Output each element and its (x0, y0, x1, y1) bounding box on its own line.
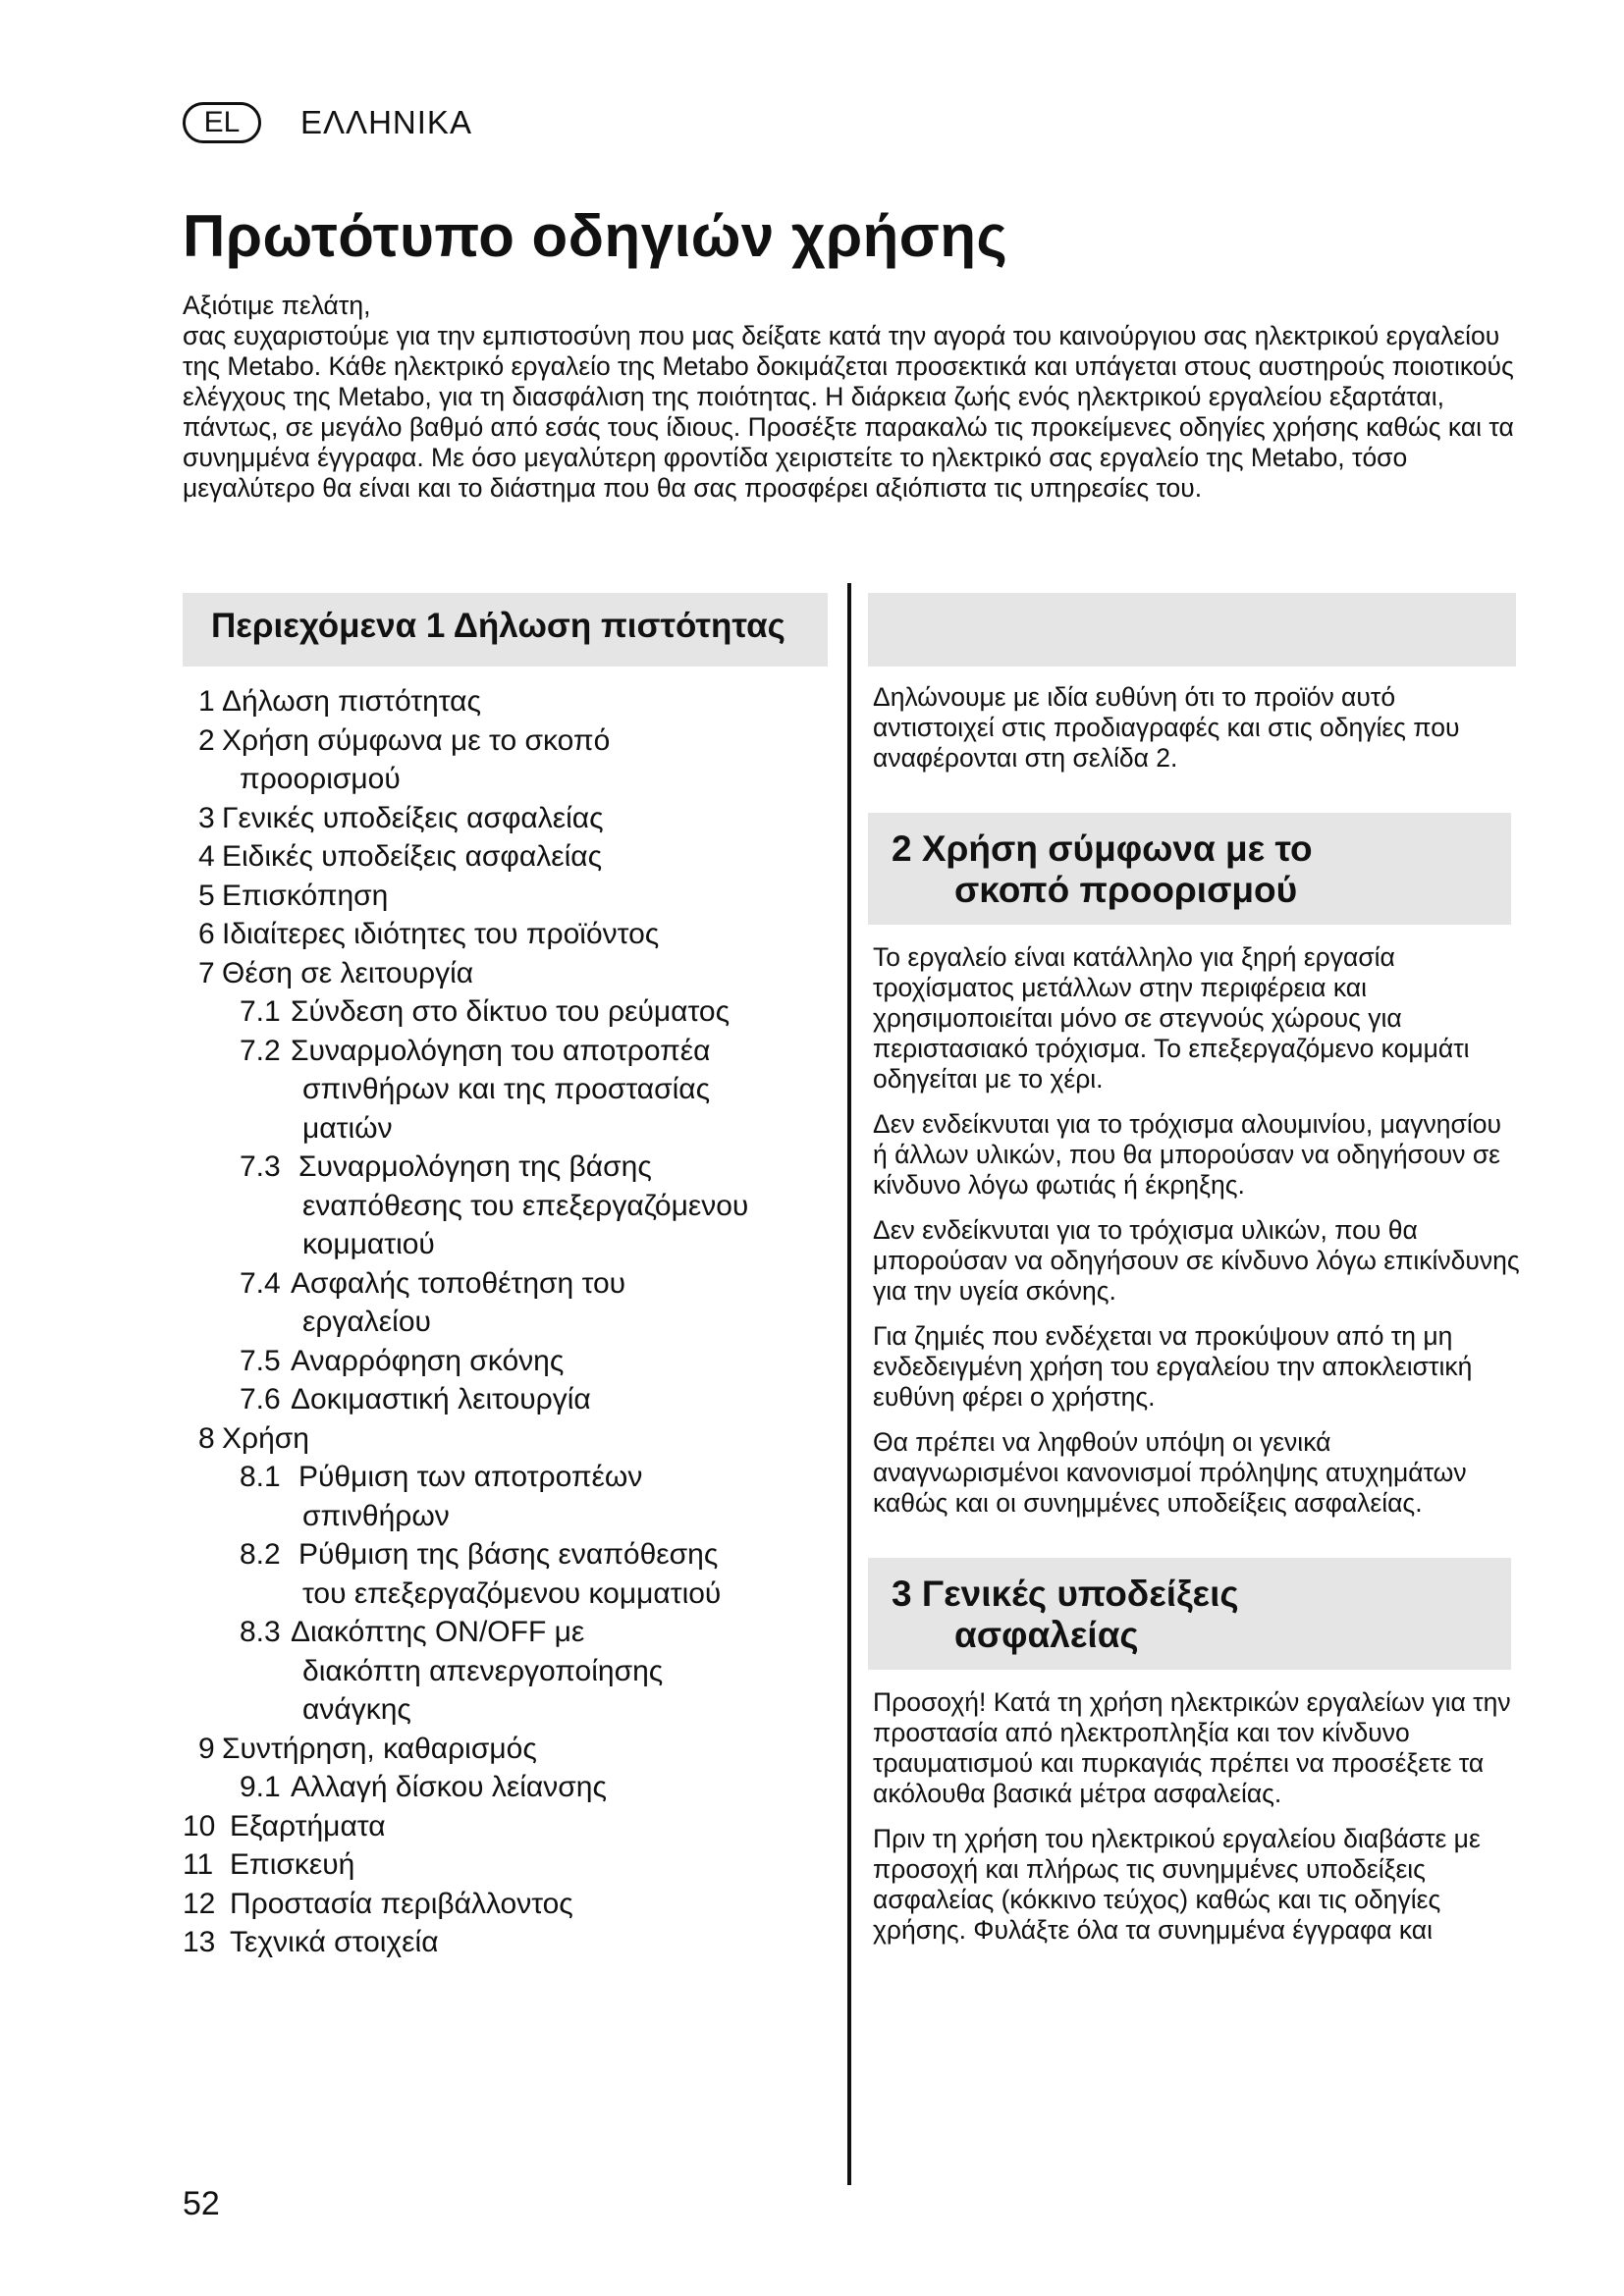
toc-item[interactable]: 7 Θέση σε λειτουργία (198, 956, 474, 989)
table-of-contents (183, 682, 831, 1962)
page-number: 52 (183, 2185, 220, 2222)
section3-paragraph: Πριν τη χρήση του ηλεκτρικού εργαλείου διαβάστε με προσοχή και πλήρως τις συνημμένες υποδείξεις ασφαλείας (κόκκινο τεύχος) καθώς και τις οδηγίες χρήσης. Φυλάξτε όλα τα συνημμένα έγγραφα και (873, 1824, 1481, 1945)
toc-item[interactable]: 7.1 Σύνδεση στο δίκτυο του ρεύματος (240, 995, 731, 1028)
section2-heading: 2 Χρήση σύμφωνα με το σκοπό προορισμού (868, 813, 1511, 925)
section2-paragraph: Θα πρέπει να ληφθούν υπόψη οι γενικά αναγνωρισμένοι κανονισμοί πρόληψης ατυχημάτων καθώς και οι συνημμένες υποδείξεις ασφαλείας. (873, 1427, 1467, 1518)
toc-item[interactable]: 7.5 Αναρρόφηση σκόνης (240, 1344, 565, 1377)
section1-heading-bar (868, 593, 1516, 667)
toc-item[interactable]: 7.3 Συναρμολόγηση της βάσης εναπόθεσης του επεξεργαζόμενου κομματιού (240, 1150, 749, 1260)
section3-paragraph: Προσοχή! Κατά τη χρήση ηλεκτρικών εργαλείων για την προστασία από ηλεκτροπληξία και τον κίνδυνο τραυματισμού και πυρκαγιάς πρέπει να προσέξετε τα ακόλουθα βασικά μέτρα ασφαλείας. (873, 1687, 1511, 1808)
intro-body: σας ευχαριστούμε για την εμπιστοσύνη που μας δείξατε κατά την αγορά του καινούργιου σας ηλεκτρικού εργαλείου της Metabo. Κάθε ηλεκτρικό εργαλείο της Metabo δοκιμάζεται προσεκτικά και υπάγεται στους αυστηρούς ποιοτικούς ελέγχους της Metabo, για τη διασφάλιση της ποιότητας. Η διάρκεια ζωής ενός ηλεκτρικού εργαλείου εξαρτάται, πάντως, σε μεγάλο βαθμό από εσάς τους ίδιους. Προσέξτε παρακαλώ τις προκείμενες οδηγίες χρήσης καθώς και τα συνημμένα έγγραφα. Με όσο μεγαλύτερη φροντίδα χειριστείτε το ηλεκτρικό σας εργαλείο της Metabo, τόσο μεγαλύτερο θα είναι και το διάστημα που θα σας προσφέρει αξιόπιστα τις υπηρεσίες του. (183, 321, 1514, 503)
column-divider (847, 583, 851, 2185)
toc-item[interactable]: 9.1 Αλλαγή δίσκου λείανσης (240, 1771, 607, 1803)
language-header (183, 102, 472, 143)
toc-item[interactable]: 12 Προστασία περιβάλλοντος (183, 1887, 573, 1920)
page-title: Πρωτότυπο οδηγιών χρήσης (183, 203, 1008, 269)
language-code-badge: EL (183, 102, 261, 143)
toc-item[interactable]: 10 Εξαρτήματα (183, 1809, 386, 1842)
toc-item[interactable]: 13 Τεχνικά στοιχεία (183, 1926, 439, 1958)
toc-item[interactable]: 7.4 Ασφαλής τοποθέτηση του εργαλείου (240, 1266, 626, 1338)
toc-item[interactable]: 8.3 Διακόπτης ON/OFF με διακόπτη απενεργοποίησης ανάγκης (240, 1616, 664, 1726)
right-column (873, 682, 1521, 1960)
toc-item[interactable]: 7.2 Συναρμολόγηση του αποτροπέα σπινθήρων και της προστασίας ματιών (240, 1034, 711, 1145)
section2-paragraph: Για ζημιές που ενδέχεται να προκύψουν από τη μη ενδεδειγμένη χρήση του εργαλείου την αποκλειστική ευθύνη φέρει ο χρήστης. (873, 1321, 1473, 1412)
section2-paragraph: Το εργαλείο είναι κατάλληλο για ξηρή εργασία τροχίσματος μετάλλων στην περιφέρεια και χρησιμοποιείται μόνο σε στεγνούς χώρους για περιστασιακό τρόχισμα. Το επεξεργαζόμενο κομμάτι οδηγείται με το χέρι. (873, 942, 1470, 1094)
toc-item[interactable]: 7.6 Δοκιμαστική λειτουργία (240, 1383, 591, 1415)
section2-paragraph: Δεν ενδείκνυται για το τρόχισμα αλουμινίου, μαγνησίου ή άλλων υλικών, που θα μπορούσαν να οδηγήσουν σε κίνδυνο λόγω φωτιάς ή έκρηξης. (873, 1109, 1501, 1200)
toc-item[interactable]: 9 Συντήρηση, καθαρισμός (198, 1732, 537, 1765)
toc-item[interactable]: 6 Ιδιαίτερες ιδιότητες του προϊόντος (198, 918, 660, 950)
toc-item[interactable]: 11 Επισκευή (183, 1848, 355, 1881)
section3-heading: 3 Γενικές υποδείξεις ασφαλείας (868, 1558, 1511, 1670)
toc-item[interactable]: 8.1 Ρύθμιση των αποτροπέων σπινθήρων (240, 1461, 643, 1532)
toc-item[interactable]: 3 Γενικές υποδείξεις ασφαλείας (198, 801, 604, 834)
intro-text (183, 291, 1528, 504)
toc-item[interactable]: 8.2 Ρύθμιση της βάσης εναπόθεσης του επεξεργαζόμενου κομματιού (240, 1538, 722, 1610)
toc-heading-bar (183, 593, 828, 667)
toc-item[interactable]: 8 Χρήση (198, 1421, 309, 1455)
toc-item[interactable]: 5 Επισκόπηση (198, 879, 389, 912)
section2-paragraph: Δεν ενδείκνυται για το τρόχισμα υλικών, που θα μπορούσαν να οδηγήσουν σε κίνδυνο λόγω επικίνδυνης για την υγεία σκόνης. (873, 1215, 1520, 1306)
language-name: ΕΛΛΗΝΙΚΑ (300, 104, 472, 140)
toc-heading: Περιεχόμενα 1 Δήλωση πιστότητας (211, 607, 785, 645)
toc-item[interactable]: 2 Χρήση σύμφωνα με το σκοπό προορισμού (198, 723, 611, 795)
section1-text: Δηλώνουμε με ιδία ευθύνη ότι το προϊόν αυτό αντιστοιχεί στις προδιαγραφές και στις οδηγίες που αναφέρονται στη σελίδα 2. (873, 682, 1460, 773)
toc-item[interactable]: 1 Δήλωση πιστότητας (198, 685, 481, 718)
toc-item[interactable]: 4 Ειδικές υποδείξεις ασφαλείας (198, 840, 603, 873)
intro-greeting: Αξιότιμε πελάτη, (183, 291, 371, 320)
